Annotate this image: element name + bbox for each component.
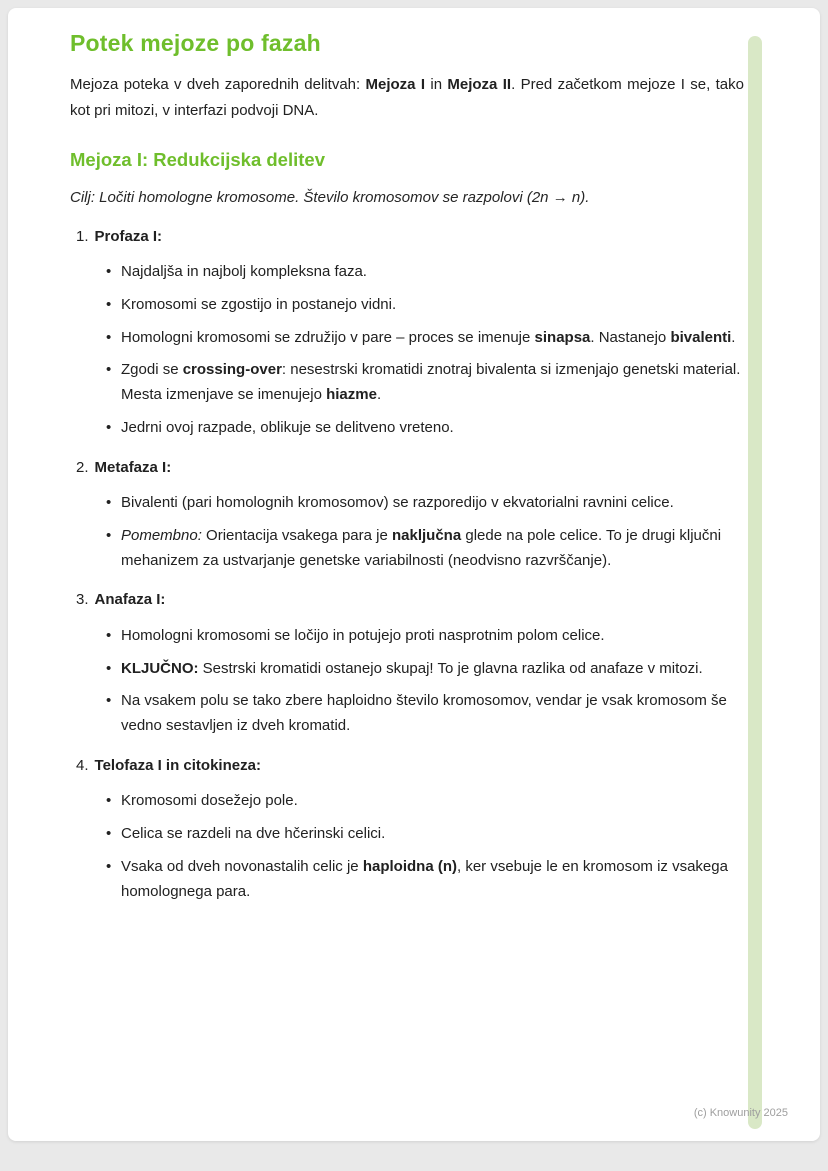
bullet-list	[70, 491, 744, 573]
text-run: : nesestrski kromatidi znotraj bivalenta si izmenjajo genetski material. Mesta izmenjave se imenujejo	[121, 361, 741, 403]
phase-title: Metafaza I:	[94, 458, 172, 476]
text-run: in	[425, 76, 448, 93]
bullet-list	[70, 260, 744, 441]
text-run: . Nastanejo	[590, 328, 671, 346]
bold-text: hiazme	[326, 386, 377, 403]
bullet-item	[121, 260, 744, 285]
phase-title: Profaza I:	[94, 227, 163, 245]
text-run: Najdaljša in najbolj kompleksna faza.	[121, 263, 367, 280]
phase-heading	[70, 226, 744, 249]
document-content	[8, 8, 820, 904]
bullet-item	[121, 789, 744, 814]
text-run: , ker vsebuje le en kromosom iz vsakega homolognega para.	[121, 857, 728, 900]
text-run: .	[376, 386, 382, 403]
document-page	[8, 8, 820, 1141]
text-run: glede na pole celice. To je drugi ključni mehanizem za ustvarjanje genetske variabilnosti (neodvisno razvrščanje).	[121, 526, 722, 569]
bullet-item	[121, 524, 744, 574]
bold-text: bivalenti	[670, 328, 732, 346]
bold-text: Mejoza I	[365, 76, 426, 93]
bold-text: KLJUČNO:	[121, 659, 199, 677]
goal-line	[70, 186, 744, 210]
text-run: .	[731, 328, 736, 346]
right-accent-bar	[748, 36, 762, 1129]
intro-paragraph	[70, 72, 744, 125]
text-run: Na vsakem polu se tako zbere haploidno število kromosomov, vendar je vsak kromosom še vedno sestavljen iz dveh kromatid.	[121, 692, 727, 734]
phase-item	[70, 755, 744, 905]
phase-heading	[70, 755, 744, 778]
phase-heading	[70, 457, 744, 480]
italic-text: Pomembno:	[121, 526, 202, 544]
text-run: Homologni kromosomi se združijo v pare – proces se imenuje	[121, 328, 535, 346]
text-run: Orientacija vsakega para je	[201, 526, 392, 544]
text-run: Kromosomi dosežejo pole.	[121, 792, 298, 810]
text-run: Jedrni ovoj razpade, oblikuje se delitveno vreteno.	[121, 418, 454, 436]
bullet-item	[121, 326, 744, 351]
text-run: Kromosomi se zgostijo in postanejo vidni.	[121, 295, 397, 313]
bullet-item	[121, 416, 744, 441]
phase-item	[70, 457, 744, 574]
phase-item	[70, 589, 744, 739]
text-run: Zgodi se	[121, 361, 183, 379]
phase-number: 2.	[76, 458, 89, 476]
text-run: . Pred začetkom mejoze I se, tako kot pri mitozi, v interfazi podvoji DNA.	[70, 76, 744, 120]
text-run: Homologni kromosomi se ločijo in potujejo proti nasprotnim polom celice.	[121, 626, 605, 644]
bold-text: naključna	[391, 526, 462, 544]
text-run: Vsaka od dveh novonastalih celic je	[121, 857, 363, 875]
bullet-list	[70, 624, 744, 739]
bold-text: sinapsa	[534, 328, 591, 346]
phase-title: Telofaza I in citokineza:	[94, 756, 261, 774]
copyright-note: (c) Knowunity 2025	[693, 1107, 788, 1119]
bold-text: Mejoza II	[447, 76, 512, 93]
phase-heading	[70, 589, 744, 612]
bullet-item	[121, 491, 744, 516]
bullet-item	[121, 822, 744, 847]
bullet-list	[70, 789, 744, 904]
bullet-item	[121, 624, 744, 649]
bold-text: haploidna (n)	[362, 857, 457, 875]
phase-number: 1.	[76, 227, 89, 245]
phase-number: 3.	[76, 591, 89, 609]
bullet-item	[121, 293, 744, 318]
text-run: Mejoza poteka v dveh zaporednih delitvah:	[70, 76, 366, 93]
text-run: Celica se razdeli na dve hčerinski celici.	[121, 825, 386, 842]
section-heading: Mejoza I: Redukcijska delitev	[70, 148, 325, 170]
bullet-item	[121, 855, 744, 905]
text-run: Bivalenti (pari homolognih kromosomov) se razporedijo v ekvatorialni ravnini celice.	[121, 494, 674, 511]
phase-number: 4.	[76, 756, 89, 774]
page-title: Potek mejoze po fazah	[70, 30, 321, 56]
italic-text: Cilj: Ločiti homologne kromosome. Število kromosomov se razpolovi (2n → n).	[70, 188, 590, 206]
bullet-item	[121, 358, 744, 408]
bullet-item	[121, 689, 744, 739]
text-run: Sestrski kromatidi ostanejo skupaj! To je glavna razlika od anafaze v mitozi.	[198, 659, 703, 677]
phase-title: Anafaza I:	[94, 591, 166, 609]
phase-item	[70, 226, 744, 441]
phase-list	[70, 226, 744, 905]
bullet-item	[121, 657, 744, 682]
bold-text: crossing-over	[182, 361, 282, 379]
